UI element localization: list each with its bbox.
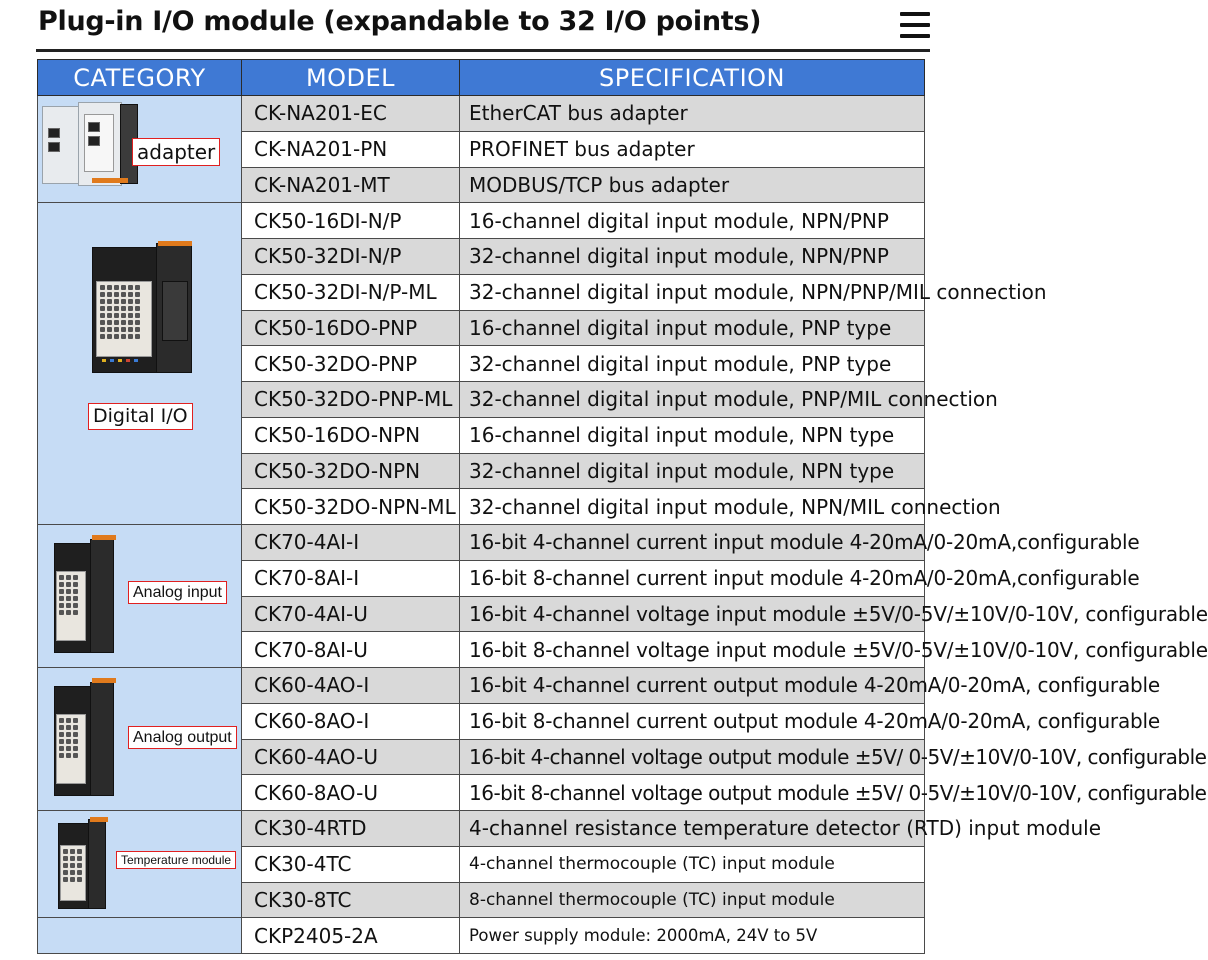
column-header-model: MODEL [242, 60, 460, 96]
model-cell: CK30-4TC [242, 846, 460, 882]
spec-cell: 16-bit 8-channel current input module 4-20mA/0-20mA,configurable [460, 560, 925, 596]
spec-cell: 16-bit 4-channel current input module 4-20mA/0-20mA,configurable [460, 525, 925, 561]
table-row [38, 203, 925, 239]
column-header-category: CATEGORY [38, 60, 242, 96]
table-row [38, 96, 925, 132]
table-row [38, 918, 925, 954]
spec-cell: 32-channel digital input module, NPN type [460, 453, 925, 489]
model-cell: CK60-4AO-U [242, 739, 460, 775]
spec-cell: Power supply module: 2000mA, 24V to 5V [460, 918, 925, 954]
spec-cell: 4-channel thermocouple (TC) input module [460, 846, 925, 882]
spec-cell: 32-channel digital input module, PNP type [460, 346, 925, 382]
category-cell-analog-output [38, 668, 242, 811]
spec-cell: 16-bit 8-channel voltage output module ±5V/ 0-5V/±10V/0-10V, configurable [460, 775, 925, 811]
spec-cell: 16-bit 4-channel current output module 4-20mA/0-20mA, configurable [460, 668, 925, 704]
spec-cell: PROFINET bus adapter [460, 131, 925, 167]
category-label-analog-input: Analog input [128, 581, 227, 604]
spec-cell: 8-channel thermocouple (TC) input module [460, 882, 925, 918]
spec-cell: 16-bit 8-channel voltage input module ±5V/0-5V/±10V/0-10V, configurable [460, 632, 925, 668]
table-header-row [38, 60, 925, 96]
spec-cell: 32-channel digital input module, NPN/MIL connection [460, 489, 925, 525]
category-cell-power [38, 918, 242, 954]
spec-cell: 16-bit 4-channel voltage output module ±5V/ 0-5V/±10V/0-10V, configurable [460, 739, 925, 775]
model-cell: CK50-32DO-PNP [242, 346, 460, 382]
model-cell: CK-NA201-MT [242, 167, 460, 203]
model-cell: CK50-32DO-NPN [242, 453, 460, 489]
table-row [38, 811, 925, 847]
analog-input-module-image [50, 535, 130, 659]
category-cell-digital-io [38, 203, 242, 525]
model-cell: CK60-4AO-I [242, 668, 460, 704]
spec-cell: 4-channel resistance temperature detector (RTD) input module [460, 811, 925, 847]
model-cell: CK70-4AI-U [242, 596, 460, 632]
spec-cell: 32-channel digital input module, NPN/PNP [460, 239, 925, 275]
category-cell-adapter [38, 96, 242, 203]
category-label-digital-io: Digital I/O [88, 403, 193, 430]
model-cell: CK70-4AI-I [242, 525, 460, 561]
model-cell: CK70-8AI-I [242, 560, 460, 596]
spec-cell: 32-channel digital input module, NPN/PNP/MIL connection [460, 274, 925, 310]
model-cell: CK50-32DI-N/P [242, 239, 460, 275]
model-cell: CK30-8TC [242, 882, 460, 918]
page-title: Plug-in I/O module (expandable to 32 I/O points) [38, 6, 762, 37]
model-cell: CKP2405-2A [242, 918, 460, 954]
category-cell-temperature [38, 811, 242, 918]
spec-cell: EtherCAT bus adapter [460, 96, 925, 132]
category-label-analog-output: Analog output [128, 726, 237, 749]
temperature-module-image [56, 817, 116, 913]
category-label-adapter: adapter [132, 138, 220, 166]
model-cell: CK70-8AI-U [242, 632, 460, 668]
table-row [38, 668, 925, 704]
analog-output-module-image [50, 678, 130, 802]
model-cell: CK60-8AO-U [242, 775, 460, 811]
spec-cell: 16-bit 8-channel current output module 4-20mA/0-20mA, configurable [460, 703, 925, 739]
spec-table [37, 59, 1208, 954]
adapter-module-image [42, 100, 142, 196]
model-cell: CK-NA201-EC [242, 96, 460, 132]
spec-cell: 32-channel digital input module, PNP/MIL connection [460, 382, 925, 418]
model-cell: CK50-32DO-NPN-ML [242, 489, 460, 525]
spec-cell: 16-channel digital input module, NPN/PNP [460, 203, 925, 239]
model-cell: CK30-4RTD [242, 811, 460, 847]
spec-cell: 16-channel digital input module, PNP type [460, 310, 925, 346]
model-cell: CK50-16DO-NPN [242, 417, 460, 453]
category-label-temperature: Temperature module [116, 851, 236, 869]
title-divider [36, 49, 930, 52]
model-cell: CK60-8AO-I [242, 703, 460, 739]
model-cell: CK50-32DI-N/P-ML [242, 274, 460, 310]
spec-cell: MODBUS/TCP bus adapter [460, 167, 925, 203]
column-header-specification: SPECIFICATION [460, 60, 925, 96]
spec-cell: 16-bit 4-channel voltage input module ±5V/0-5V/±10V/0-10V, configurable [460, 596, 925, 632]
table-row [38, 525, 925, 561]
model-cell: CK-NA201-PN [242, 131, 460, 167]
spec-cell: 16-channel digital input module, NPN type [460, 417, 925, 453]
digital-io-module-image [88, 241, 198, 381]
category-cell-analog-input [38, 525, 242, 668]
model-cell: CK50-32DO-PNP-ML [242, 382, 460, 418]
model-cell: CK50-16DO-PNP [242, 310, 460, 346]
model-cell: CK50-16DI-N/P [242, 203, 460, 239]
hamburger-menu-icon[interactable] [900, 12, 930, 38]
